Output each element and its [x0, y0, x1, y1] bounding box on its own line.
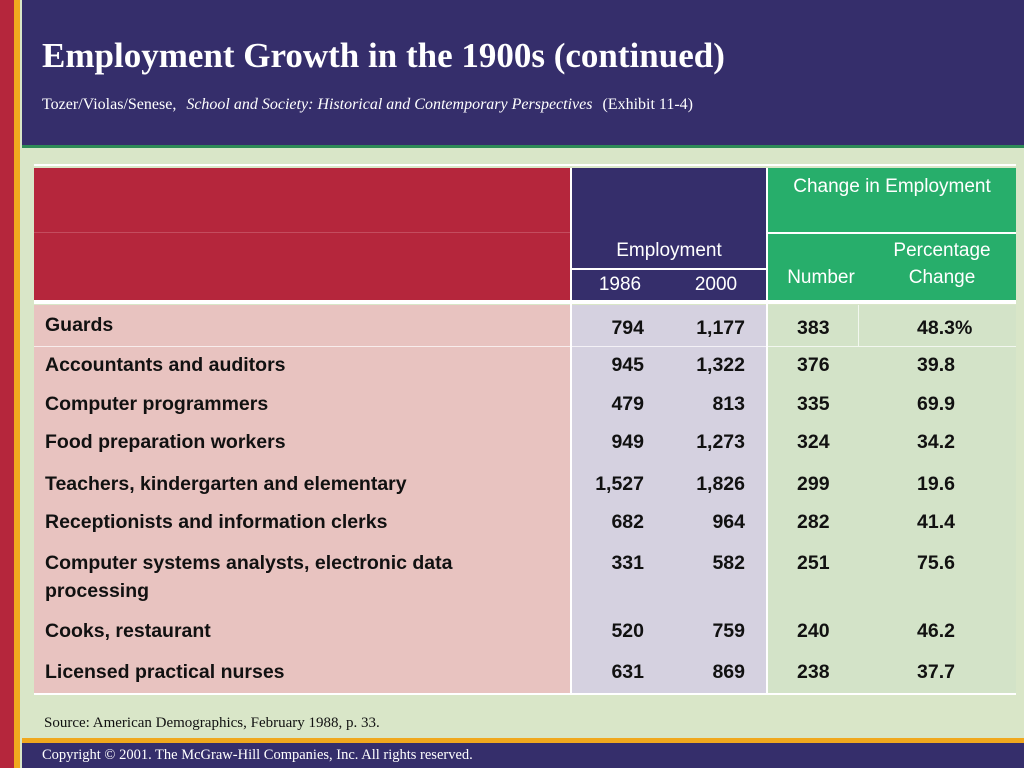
header-occupation-divider: [34, 232, 570, 233]
table-row-number: 238: [797, 661, 830, 683]
header-number: Number: [787, 267, 855, 288]
header-bottom-border: [34, 300, 1016, 304]
first-row-column-divider: [858, 305, 859, 346]
table-row-1986: 945: [611, 354, 644, 376]
table-row-2000: 582: [712, 552, 745, 574]
table-row-occupation: Licensed practical nurses: [45, 661, 285, 683]
table-row-2000: 964: [712, 511, 745, 533]
table-row-percentage: 39.8: [917, 354, 955, 376]
subtitle-authors: Tozer/Violas/Senese,: [42, 96, 177, 113]
table-row-1986: 794: [611, 317, 644, 339]
table-row-occupation: Teachers, kindergarten and elementary: [45, 473, 407, 495]
header-change-in-employment: Change in Employment: [793, 176, 991, 197]
header-year-2000: 2000: [694, 274, 738, 295]
table-row-number: 335: [797, 393, 830, 415]
header-change-divider: [768, 232, 1016, 234]
table-row-occupation: Computer programmers: [45, 393, 269, 415]
header-employment-divider: [572, 268, 766, 270]
table-row-number: 383: [797, 317, 830, 339]
table-row-1986: 331: [611, 552, 644, 574]
table-top-border: [34, 164, 1016, 166]
left-orange-stripe: [14, 0, 20, 768]
left-red-stripe: [0, 0, 14, 768]
table-row-percentage: 34.2: [917, 431, 955, 453]
table-row-1986: 949: [611, 431, 644, 453]
table-row-occupation: Food preparation workers: [45, 431, 286, 453]
table-row-number: 240: [797, 620, 830, 642]
header-percentage-change: Percentage Change: [893, 240, 991, 288]
table-row-1986: 631: [611, 661, 644, 683]
header-employment: Employment: [616, 240, 722, 261]
source-citation: Source: American Demographics, February 1988, p. 33.: [44, 715, 380, 731]
header-occupation-cell: [34, 168, 570, 300]
table-row-number: 282: [797, 511, 830, 533]
table-row-number: 299: [797, 473, 830, 495]
table-row-occupation: Computer systems analysts, electronic data processing: [45, 552, 453, 602]
table-row-percentage: 75.6: [917, 552, 955, 574]
table-row-occupation: Receptionists and information clerks: [45, 511, 388, 533]
table-row-percentage: 48.3%: [917, 317, 973, 339]
subtitle-exhibit: (Exhibit 11-4): [602, 96, 693, 113]
table-row-occupation: Cooks, restaurant: [45, 620, 211, 642]
table-row-1986: 520: [611, 620, 644, 642]
table-bottom-border: [34, 693, 1016, 695]
table-row-2000: 813: [712, 393, 745, 415]
table-row-number: 376: [797, 354, 830, 376]
slide-title: Employment Growth in the 1900s (continued): [42, 36, 725, 75]
table-row-1986: 479: [611, 393, 644, 415]
table-row-2000: 869: [712, 661, 745, 683]
table-row-occupation: Guards: [45, 314, 114, 336]
subtitle-book: School and Society: Historical and Contemporary Perspectives: [186, 96, 593, 113]
first-row-divider: [34, 346, 1016, 347]
table-row-1986: 1,527: [595, 473, 644, 495]
table-row-2000: 1,826: [696, 473, 745, 495]
table-row-2000: 1,322: [696, 354, 745, 376]
table-row-2000: 759: [712, 620, 745, 642]
header-year-1986: 1986: [598, 274, 642, 295]
column-divider: [766, 168, 768, 693]
copyright-notice: Copyright © 2001. The McGraw-Hill Companies, Inc. All rights reserved.: [42, 747, 473, 763]
table-row-percentage: 46.2: [917, 620, 955, 642]
table-row-2000: 1,177: [696, 317, 745, 339]
table-row-percentage: 41.4: [917, 511, 955, 533]
slide-subtitle: [42, 96, 693, 114]
table-row-1986: 682: [611, 511, 644, 533]
header-divider: [22, 145, 1024, 148]
table-row-number: 251: [797, 552, 830, 574]
table-row-percentage: 37.7: [917, 661, 955, 683]
table-row-number: 324: [797, 431, 830, 453]
table-row-percentage: 19.6: [917, 473, 955, 495]
table-row-occupation: Accountants and auditors: [45, 354, 286, 376]
table-row-percentage: 69.9: [917, 393, 955, 415]
table-row-2000: 1,273: [696, 431, 745, 453]
